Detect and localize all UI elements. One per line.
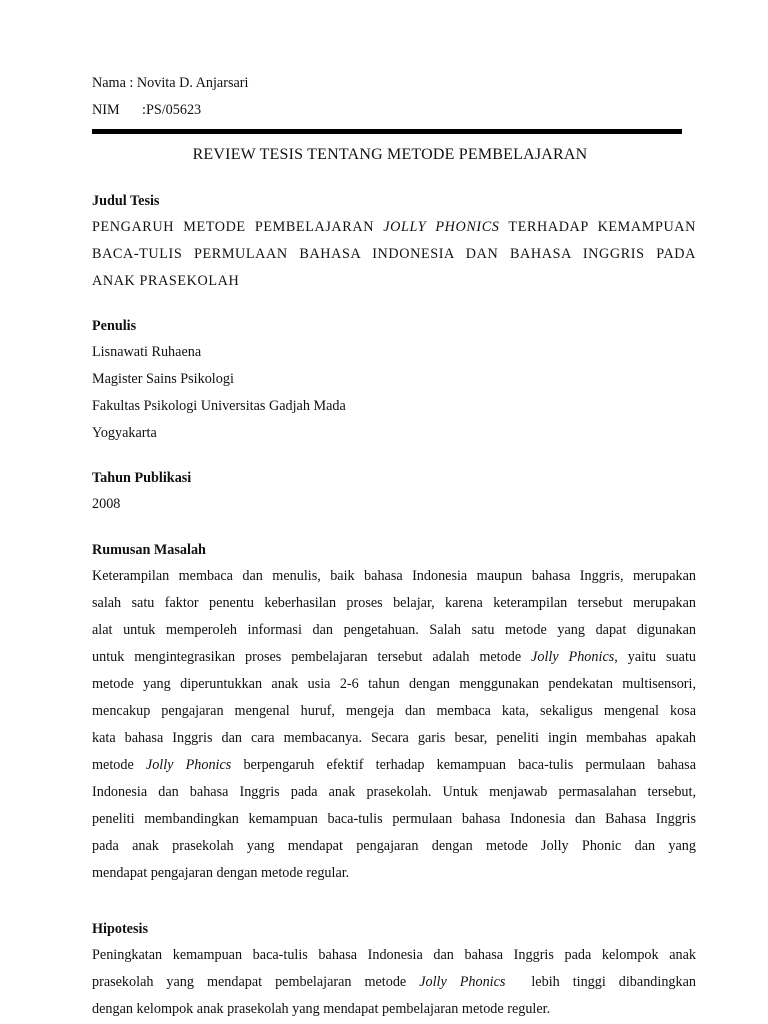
tahun-value: 2008 bbox=[92, 496, 121, 512]
rumusan-line: peneliti membandingkan kemampuan baca-tulis permulaan bahasa Indonesia dan Bahasa Inggris bbox=[92, 811, 696, 827]
nim-separator: : bbox=[142, 102, 146, 118]
rumusan-line: pada anak prasekolah yang mendapat pengajaran dengan metode Jolly Phonic dan yang bbox=[92, 838, 696, 854]
hipotesis-line: prasekolah yang mendapat pembelajaran metode Jolly Phonics lebih tinggi dibandingkan bbox=[92, 974, 697, 990]
rumusan-line: mencakup pengajaran mengenal huruf, mengeja dan membaca kata, sekaligus mengenal kosa bbox=[92, 703, 696, 719]
penulis-line: Lisnawati Ruhaena bbox=[92, 344, 202, 360]
section-heading-penulis: Penulis bbox=[92, 318, 137, 334]
header-divider bbox=[92, 129, 682, 134]
name-value: Novita D. Anjarsari bbox=[136, 75, 249, 91]
rumusan-line: kata bahasa Inggris dan cara membacanya. Secara garis besar, peneliti ingin membahas apakah bbox=[92, 730, 696, 746]
section-heading-rumusan: Rumusan Masalah bbox=[92, 542, 206, 558]
rumusan-line: salah satu faktor penentu keberhasilan proses belajar, karena keterampilan tersebut merupakan bbox=[92, 595, 696, 611]
rumusan-line: Keterampilan membaca dan menulis, baik bahasa Indonesia maupun bahasa Inggris, merupakan bbox=[92, 568, 696, 584]
document-title: REVIEW TESIS TENTANG METODE PEMBELAJARAN bbox=[192, 146, 588, 163]
judul-line-2: BACA-TULIS PERMULAAN BAHASA INDONESIA DAN BAHASA INGGRIS PADA bbox=[92, 246, 696, 262]
rumusan-line: metode yang diperuntukkan anak usia 2-6 tahun dengan menggunakan pendekatan multisensori, bbox=[92, 676, 696, 692]
penulis-line: Yogyakarta bbox=[92, 425, 157, 441]
jolly-phonics-term: JOLLY PHONICS bbox=[383, 219, 500, 235]
rumusan-line: alat untuk memperoleh informasi dan pengetahuan. Salah satu metode yang dapat digunakan bbox=[92, 622, 696, 638]
rumusan-line: untuk mengintegrasikan proses pembelajaran tersebut adalah metode Jolly Phonics, yaitu suatu bbox=[92, 649, 696, 665]
penulis-line: Magister Sains Psikologi bbox=[92, 371, 234, 387]
rumusan-line: Indonesia dan bahasa Inggris pada anak prasekolah. Untuk menjawab permasalahan tersebut, bbox=[92, 784, 696, 800]
nim-value: PS/05623 bbox=[145, 102, 202, 118]
hipotesis-line: Peningkatan kemampuan baca-tulis bahasa Indonesia dan bahasa Inggris pada kelompok anak bbox=[92, 947, 696, 963]
hipotesis-line: dengan kelompok anak prasekolah yang mendapat pembelajaran metode reguler. bbox=[92, 1001, 551, 1017]
penulis-line: Fakultas Psikologi Universitas Gadjah Mada bbox=[92, 398, 346, 414]
nim-label: NIM bbox=[92, 102, 120, 118]
judul-line-1: PENGARUH METODE PEMBELAJARAN JOLLY PHONICS TERHADAP KEMAMPUAN bbox=[92, 219, 696, 235]
section-heading-hipotesis: Hipotesis bbox=[92, 921, 148, 937]
jolly-phonics-term: Jolly Phonics bbox=[531, 649, 615, 665]
judul-line-3: ANAK PRASEKOLAH bbox=[92, 273, 240, 289]
student-id-row bbox=[92, 97, 696, 124]
author-name-row bbox=[92, 70, 696, 97]
jolly-phonics-term: Jolly Phonics bbox=[419, 974, 506, 990]
rumusan-line: mendapat pengajaran dengan metode regular. bbox=[92, 865, 350, 881]
section-heading-judul: Judul Tesis bbox=[92, 193, 160, 209]
rumusan-line: metode Jolly Phonics berpengaruh efektif terhadap kemampuan baca-tulis permulaan bahasa bbox=[92, 757, 696, 773]
jolly-phonics-term: Jolly Phonics bbox=[145, 757, 232, 773]
document-body bbox=[92, 70, 696, 1023]
name-label: Nama : bbox=[92, 75, 137, 91]
section-heading-tahun: Tahun Publikasi bbox=[92, 470, 192, 486]
